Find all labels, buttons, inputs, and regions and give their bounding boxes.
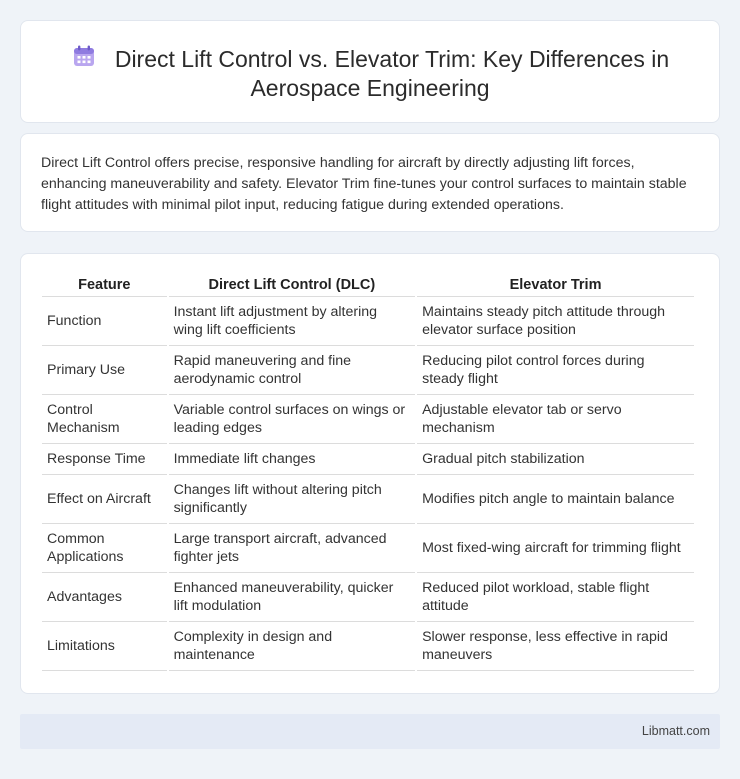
summary-text: Direct Lift Control offers precise, responsive handling for aircraft by directly adjusting lift forces, enhancing maneuverability and safety. Elevator Trim fine-tunes your control surfaces to maintain stable flight attitudes with minimal pilot input, reducing fatigue during extended operations. [41,155,687,213]
table-row [42,444,694,475]
footer-site-link[interactable]: Libmatt.com [641,724,710,738]
summary-card [20,133,720,232]
dlc-cell: Large transport aircraft, advanced fighter jets [169,524,416,573]
trim-cell: Maintains steady pitch attitude through elevator surface position [417,297,694,346]
title-card [20,20,720,123]
dlc-cell: Complexity in design and maintenance [169,622,416,671]
table-card [20,253,720,694]
header-dlc: Direct Lift Control (DLC) [169,274,416,297]
table-row [42,475,694,524]
footer [20,714,720,749]
dlc-cell: Immediate lift changes [169,444,416,475]
table-row [42,346,694,395]
table-row [42,622,694,671]
table-header-row [42,274,694,297]
row-label: Common Applications [42,524,167,573]
row-label: Limitations [42,622,167,671]
row-label: Response Time [42,444,167,475]
trim-cell: Reducing pilot control forces during steady flight [417,346,694,395]
row-label: Function [42,297,167,346]
dlc-cell: Enhanced maneuverability, quicker lift modulation [169,573,416,622]
table-row [42,395,694,444]
trim-cell: Adjustable elevator tab or servo mechanism [417,395,694,444]
trim-cell: Reduced pilot workload, stable flight attitude [417,573,694,622]
dlc-cell: Changes lift without altering pitch significantly [169,475,416,524]
table-row [42,524,694,573]
row-label: Advantages [42,573,167,622]
trim-cell: Modifies pitch angle to maintain balance [417,475,694,524]
row-label: Control Mechanism [42,395,167,444]
row-label: Effect on Aircraft [42,475,167,524]
calendar-icon [71,43,97,69]
trim-cell: Most fixed-wing aircraft for trimming flight [417,524,694,573]
row-label: Primary Use [42,346,167,395]
dlc-cell: Rapid maneuvering and fine aerodynamic control [169,346,416,395]
title-row [61,43,679,103]
header-elevator-trim: Elevator Trim [417,274,694,297]
trim-cell: Gradual pitch stabilization [417,444,694,475]
trim-cell: Slower response, less effective in rapid maneuvers [417,622,694,671]
comparison-table [40,274,696,671]
page-title: Direct Lift Control vs. Elevator Trim: Key Differences in Aerospace Engineering [114,46,670,101]
table-row [42,573,694,622]
header-feature: Feature [42,274,167,297]
dlc-cell: Variable control surfaces on wings or leading edges [169,395,416,444]
dlc-cell: Instant lift adjustment by altering wing lift coefficients [169,297,416,346]
table-row [42,297,694,346]
